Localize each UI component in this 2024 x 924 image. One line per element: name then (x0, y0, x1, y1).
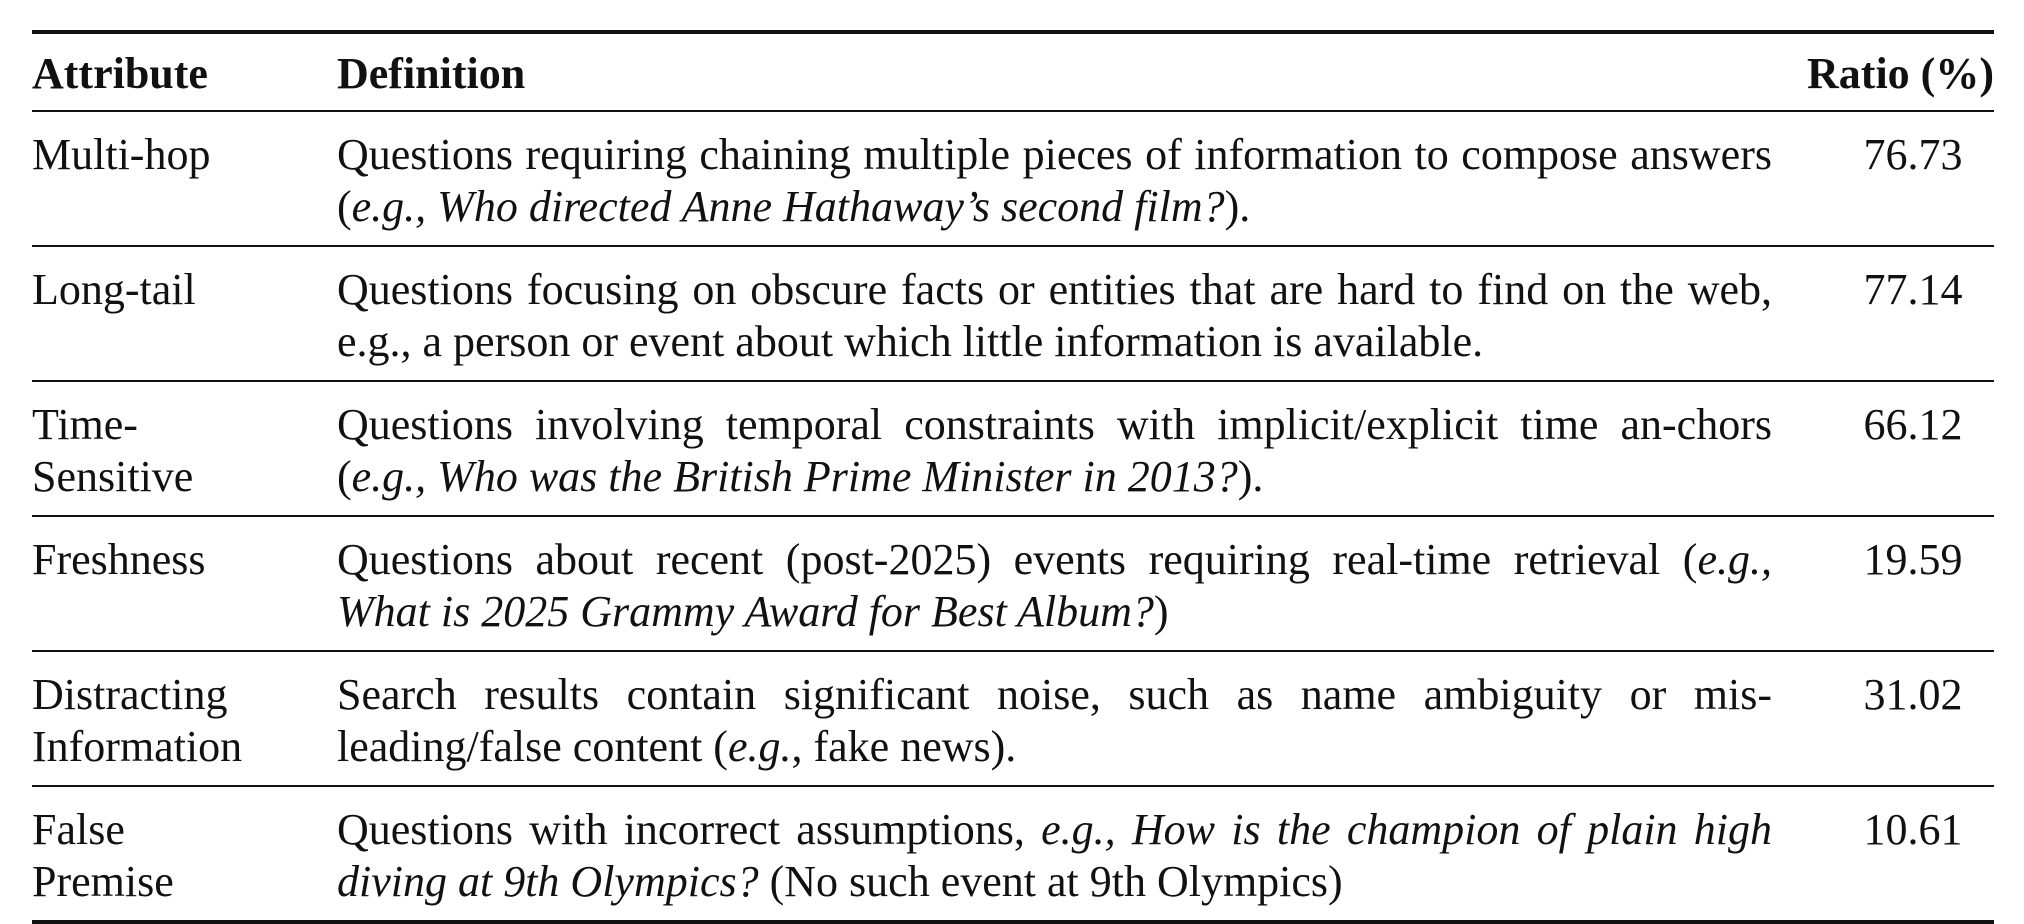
definition-cell (337, 651, 1802, 786)
definition-text-end: , fake news). (791, 722, 1017, 771)
table-row (32, 381, 1994, 516)
definition-example: e.g. (727, 722, 792, 771)
definition-cell (337, 786, 1802, 922)
definition-text: Search results contain significant noise, such as name ambiguity or mis-leading/false content ( (337, 670, 1772, 771)
table-header-row (32, 32, 1994, 111)
attribute-line: Multi-hop (32, 130, 211, 179)
attribute-cell (32, 516, 337, 651)
attribute-line: Long-tail (32, 265, 196, 314)
attribute-line: Time- (32, 400, 138, 449)
table-row (32, 786, 1994, 922)
attribute-table-container (32, 30, 1994, 924)
ratio-cell: 66.12 (1863, 400, 1963, 449)
definition-example: e.g., What is 2025 Grammy Award for Best Album? (337, 535, 1772, 636)
ratio-cell: 31.02 (1863, 670, 1963, 719)
attribute-line: Freshness (32, 535, 206, 584)
attribute-table (32, 30, 1994, 924)
table-row (32, 246, 1994, 381)
attribute-line: Distracting (32, 670, 228, 719)
definition-text: Questions requiring chaining multiple pieces of information to compose answers ( (337, 130, 1772, 231)
definition-text: Questions involving temporal constraints with implicit/explicit time an-chors ( (337, 400, 1772, 501)
table-row (32, 111, 1994, 246)
header-attribute: Attribute (32, 49, 208, 98)
attribute-line: Premise (32, 857, 174, 906)
definition-text-end: (No such event at 9th Olympics) (758, 857, 1343, 906)
header-definition: Definition (337, 49, 526, 98)
attribute-cell (32, 381, 337, 516)
attribute-cell (32, 111, 337, 246)
attribute-line: False (32, 805, 125, 854)
definition-cell (337, 246, 1802, 381)
attribute-cell (32, 786, 337, 922)
definition-example: e.g., Who was the British Prime Minister in 2013? (351, 452, 1238, 501)
ratio-cell: 76.73 (1863, 130, 1963, 179)
definition-cell (337, 111, 1802, 246)
definition-example: e.g., How is the champion of plain high diving at 9th Olympics? (337, 805, 1773, 906)
definition-text-end: ). (1237, 452, 1264, 501)
attribute-line: Information (32, 722, 243, 771)
definition-text-end: ) (1153, 587, 1169, 636)
definition-text: Questions focusing on obscure facts or entities that are hard to find on the web, e.g., a person or event about which little information is available. (337, 265, 1772, 366)
definition-cell (337, 381, 1802, 516)
definition-text: Questions about recent (post-2025) events requiring real-time retrieval ( (337, 535, 1698, 584)
attribute-line: Sensitive (32, 452, 194, 501)
attribute-cell (32, 246, 337, 381)
table-row (32, 651, 1994, 786)
table-row (32, 516, 1994, 651)
definition-text-end: ). (1224, 182, 1251, 231)
ratio-cell: 10.61 (1863, 805, 1963, 854)
definition-example: e.g., Who directed Anne Hathaway’s second film? (351, 182, 1225, 231)
ratio-cell: 19.59 (1863, 535, 1963, 584)
ratio-cell: 77.14 (1863, 265, 1963, 314)
definition-cell (337, 516, 1802, 651)
definition-text: Questions with incorrect assumptions, (337, 805, 1042, 854)
header-ratio: Ratio (%) (1807, 49, 1994, 98)
attribute-cell (32, 651, 337, 786)
